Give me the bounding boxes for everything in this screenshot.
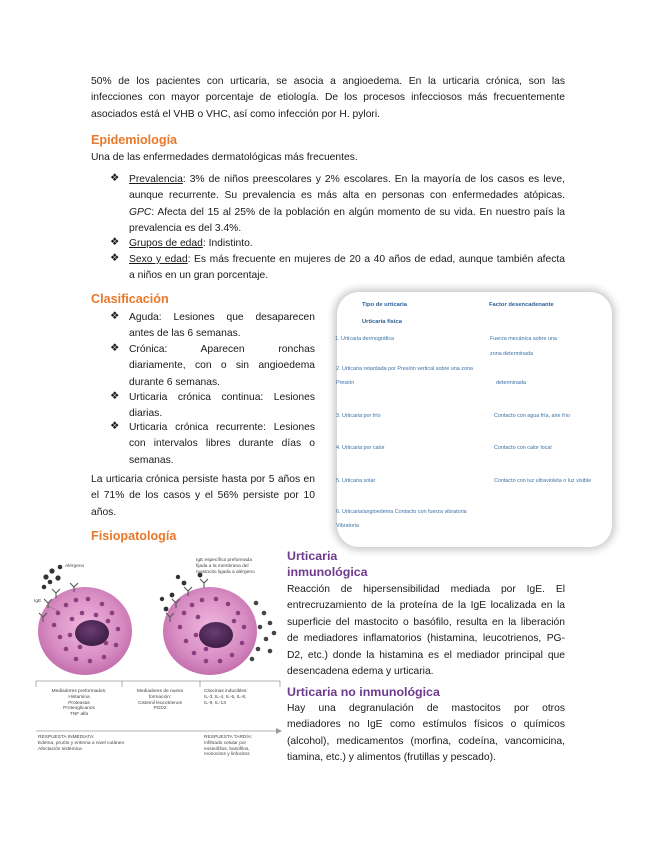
fisiopatologia-heading: Fisiopatología — [91, 529, 177, 543]
alergeno-label: Alérgeno — [65, 564, 85, 569]
table-cell: Contacto con calor local — [494, 445, 552, 451]
respuesta-tardia: RESPUESTA TARDÍA: Infiltrado celular por eosinófilos, basófilos, monocitos y linfocitos — [204, 735, 253, 758]
clasificacion-item: Aguda: Lesiones que desaparecen antes de las 6 semanas. — [129, 312, 315, 340]
nucleus-icon — [199, 622, 233, 648]
sexo-item: Sexo y edad: Es más frecuente en mujeres de 20 a 40 años de edad, aunque también afecta a niños en un gran porcentaje. — [129, 254, 565, 282]
table-cell: 3. Urticaria por frío — [336, 413, 381, 419]
urticaria-fisica-table — [337, 292, 612, 547]
clasificacion-item: Urticaria crónica continua: Lesiones diarias. — [129, 392, 315, 420]
table-cell: Contacto con agua fría, aire frío — [494, 413, 570, 419]
table-cell: 1. Urticaria dermográfica — [335, 336, 395, 342]
gpc-label: GPC — [129, 206, 152, 218]
no-inmunologica-paragraph: Hay una degranulación de mastocitos por otros mediadores no IgE como estímulos físicos o químicos (alcohol), medicamentos (morfina, codeína, vancomicina, tiamina, etc.) y alimentos (frutillas y pescado). — [287, 703, 565, 764]
table-header-factor: Factor desencadenante — [489, 302, 554, 308]
no-inmunologica-heading: Urticaria no inmunológica — [287, 685, 440, 699]
ige-especifica-label: IgE específica preformada fijada a la membrana del mastocito ligada a alérgeno — [196, 558, 255, 575]
table-section-title: Urticaria física — [362, 319, 402, 325]
epidemiologia-heading: Epidemiología — [91, 133, 178, 147]
intro-paragraph — [91, 74, 565, 123]
table-cell: Fuerza mecánica sobre una — [490, 336, 557, 342]
diamond-bullet-icon: ❖ — [110, 172, 120, 184]
table-cell: zona determinada — [490, 351, 534, 357]
diamond-bullet-icon: ❖ — [110, 310, 120, 322]
table-cell: Presión — [336, 380, 355, 386]
mediadores-preformados: Mediadores preformados: Histamina Proteasas Proteoglicanos TNF alfa — [51, 689, 107, 718]
clasificacion-item: Urticaria crónica recurrente: Lesiones con intervalos libres durante días o semanas. — [129, 422, 315, 466]
prevalencia-label: Prevalencia — [129, 174, 183, 185]
clasificacion-persist: La urticaria crónica persiste hasta por 5 años en el 71% de los casos y el 56% persiste por 10 años. — [91, 474, 315, 518]
diamond-bullet-icon: ❖ — [110, 252, 120, 264]
respuesta-inmediata: RESPUESTA INMEDIATA: Edema, prurito y eritema a nivel cutáneo Afectación sistémica — [38, 735, 125, 752]
inmunologica-paragraph: Reacción de hipersensibilidad mediada por IgE. El entrecruzamiento de la proteína de la IgE localizada en la superficie del mastocito o basófilo, resulta en la liberación de mediadores inflamatorios (histamina, leucotrienos, PG- D2, etc.) donde la histamina es el mediador principal que desencadena edema y urticaria. — [287, 584, 565, 678]
mast-cell-figure — [30, 555, 287, 765]
table-cell: 6. Urticaria/angioedema Contacto con fuerza vibratoria — [336, 509, 467, 515]
intro-line: asociados está el VHB o VHC, así como infección por H. pylori. — [91, 108, 381, 120]
table-header-tipo: Tipo de urticaria — [362, 302, 407, 308]
clasificacion-heading: Clasificación — [91, 292, 169, 306]
grupos-label: Grupos de edad — [129, 238, 203, 249]
intro-line: infecciones con mayor porcentaje de etiología. De los procesos infecciosos más frecuentemente — [91, 92, 565, 104]
mediadores-nueva-formacion: Mediadores de nueva formación: Cisteinil leucotrienos PGD2 — [136, 689, 184, 712]
intro-line: 50% de los pacientes con urticaria, se asocia a angioedema. En la urticaria crónica, son las — [91, 76, 565, 87]
prevalencia-item: Prevalencia: 3% de niños preescolares y 2% escolares. En la mayoría de los casos es leve, aunque recurrente. Su prevalencia es más alta en personas con enfermedades atópicas. GPC: Afecta del 15 al 25% de la población en algún momento de su vida. En nuestro país la prevalencia es del 3.4%. — [129, 174, 565, 235]
epidemiologia-lead: Una de las enfermedades dermatológicas más frecuentes. — [91, 152, 358, 163]
table-cell: Vibratoria — [336, 523, 359, 529]
diamond-bullet-icon: ❖ — [110, 342, 120, 354]
clasificacion-item: Crónica: Aparecen ronchas diariamente, con o sin angioedema durante 6 semanas. — [129, 344, 315, 388]
table-cell: determinada — [496, 380, 526, 386]
mast-cell-illustration — [30, 555, 287, 765]
grupos-item: Grupos de edad: Indistinto. — [129, 238, 253, 249]
table-cell: 5. Urticaria solar — [336, 478, 376, 484]
ige-label: IgE — [34, 599, 42, 604]
citocinas-inducibles: Citocinas inducibles: IL-3, IL-4, IL-6, IL-8, IL-9, IL-13 — [204, 689, 248, 706]
table-cell: 4. Urticaria por calor — [336, 445, 385, 451]
inmunologica-heading: Urticaria inmunológica — [287, 549, 368, 579]
diamond-bullet-icon: ❖ — [110, 390, 120, 402]
table-cell: Contacto con luz ultravioleta o luz visible — [494, 478, 592, 484]
diamond-bullet-icon: ❖ — [110, 420, 120, 432]
diamond-bullet-icon: ❖ — [110, 236, 120, 248]
sexo-label: Sexo y edad — [129, 254, 188, 265]
table-cell: 2. Urticaria retardada por Presión vertical sobre una zona — [336, 366, 473, 372]
